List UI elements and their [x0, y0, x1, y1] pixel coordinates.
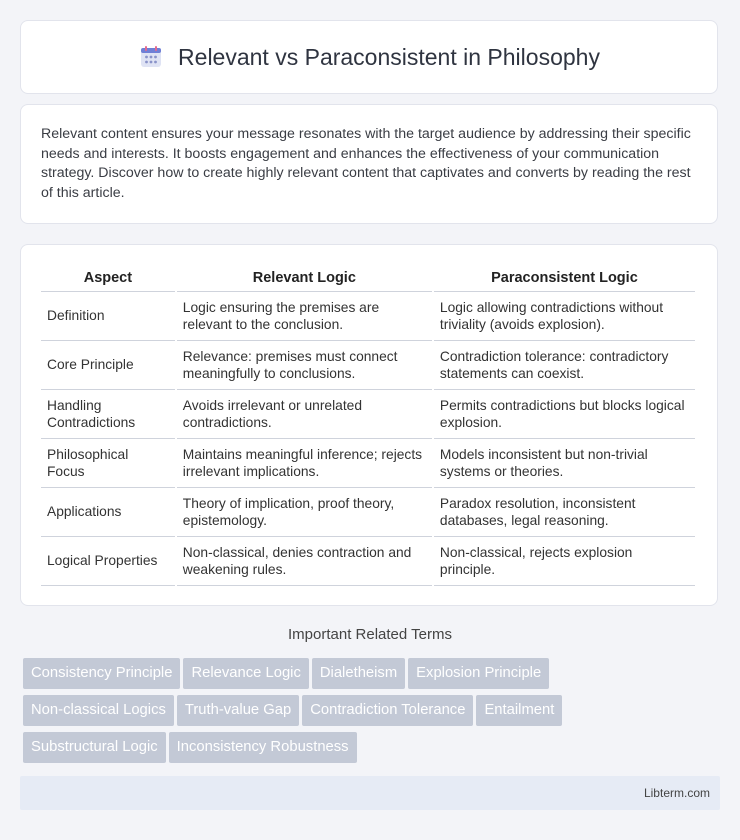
- table-row: [41, 292, 695, 341]
- footer: [20, 776, 720, 810]
- related-terms-title: Important Related Terms: [288, 626, 452, 643]
- aspect-cell: Philosophical Focus: [41, 439, 175, 488]
- intro-text: Relevant content ensures your message resonates with the target audience by addressing their specific needs and interests. It boosts engagement and enhances the effectiveness of your communication strategy. Discover how to create highly relevant content that captivates and converts by reading the rest of this article.: [41, 126, 691, 201]
- paraconsistent-cell: Models inconsistent but non-trivial systems or theories.: [434, 439, 695, 488]
- table-row: [41, 439, 695, 488]
- term-tag[interactable]: Substructural Logic: [23, 732, 166, 763]
- page-title: Relevant vs Paraconsistent in Philosophy: [178, 43, 600, 70]
- relevant-cell: Theory of implication, proof theory, epistemology.: [177, 488, 432, 537]
- relevant-cell: Logic ensuring the premises are relevant to the conclusion.: [177, 292, 432, 341]
- table-row: [41, 341, 695, 390]
- term-tag[interactable]: Truth-value Gap: [177, 695, 299, 726]
- aspect-cell: Logical Properties: [41, 537, 175, 586]
- table-row: [41, 537, 695, 586]
- paraconsistent-cell: Contradiction tolerance: contradictory statements can coexist.: [434, 341, 695, 390]
- comparison-table-card: [20, 244, 718, 606]
- comparison-table: [39, 265, 697, 586]
- aspect-cell: Core Principle: [41, 341, 175, 390]
- term-tag[interactable]: Non-classical Logics: [23, 695, 174, 726]
- intro-card: [20, 104, 718, 224]
- aspect-cell: Definition: [41, 292, 175, 341]
- term-tag[interactable]: Entailment: [476, 695, 562, 726]
- paraconsistent-cell: Paradox resolution, inconsistent databases, legal reasoning.: [434, 488, 695, 537]
- table-header-row: [41, 265, 695, 292]
- paraconsistent-cell: Non-classical, rejects explosion principle.: [434, 537, 695, 586]
- related-terms-tags: [23, 658, 723, 769]
- table-row: [41, 390, 695, 439]
- column-header: Relevant Logic: [177, 265, 432, 292]
- column-header: Paraconsistent Logic: [434, 265, 695, 292]
- relevant-cell: Relevance: premises must connect meaningfully to conclusions.: [177, 341, 432, 390]
- column-header: Aspect: [41, 265, 175, 292]
- footer-site-link[interactable]: Libterm.com: [643, 786, 710, 800]
- term-tag[interactable]: Dialetheism: [312, 658, 405, 689]
- term-tag[interactable]: Inconsistency Robustness: [169, 732, 357, 763]
- relevant-cell: Non-classical, denies contraction and weakening rules.: [177, 537, 432, 586]
- aspect-cell: Handling Contradictions: [41, 390, 175, 439]
- calendar-grid-icon: [138, 44, 164, 70]
- relevant-cell: Avoids irrelevant or unrelated contradictions.: [177, 390, 432, 439]
- header-card: [20, 20, 718, 94]
- term-tag[interactable]: Relevance Logic: [183, 658, 308, 689]
- relevant-cell: Maintains meaningful inference; rejects irrelevant implications.: [177, 439, 432, 488]
- aspect-cell: Applications: [41, 488, 175, 537]
- term-tag[interactable]: Explosion Principle: [408, 658, 549, 689]
- table-row: [41, 488, 695, 537]
- paraconsistent-cell: Permits contradictions but blocks logical explosion.: [434, 390, 695, 439]
- paraconsistent-cell: Logic allowing contradictions without triviality (avoids explosion).: [434, 292, 695, 341]
- term-tag[interactable]: Consistency Principle: [23, 658, 180, 689]
- term-tag[interactable]: Contradiction Tolerance: [302, 695, 473, 726]
